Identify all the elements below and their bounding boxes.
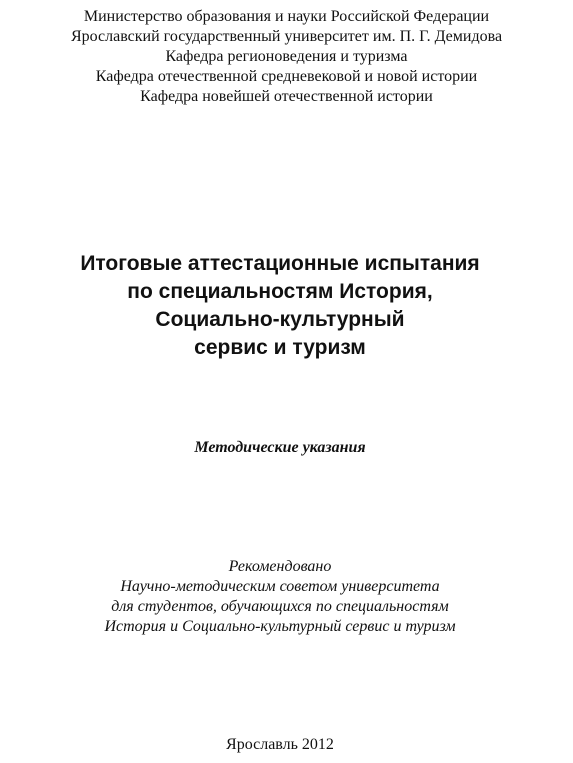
recommendation-line: Научно-методическим советом университета [120, 578, 440, 595]
department-line: Кафедра регионоведения и туризма [165, 48, 408, 65]
university-line: Ярославский государственный университет им. П. Г. Демидова [70, 28, 503, 45]
document-title [0, 250, 560, 362]
department-line: Кафедра новейшей отечественной истории [140, 88, 433, 105]
ministry-line: Министерство образования и науки Российской Федерации [83, 8, 490, 25]
place-and-year: Ярославль 2012 [226, 736, 334, 753]
department-line: Кафедра отечественной средневековой и новой истории [95, 68, 478, 85]
title-line: сервис и туризм [194, 336, 366, 359]
title-line: по специальностям История, [127, 280, 433, 303]
recommendation-line: для студентов, обучающихся по специальностям [111, 598, 449, 615]
document-subtitle: Методические указания [194, 439, 366, 456]
institution-header [0, 7, 573, 107]
recommendation-line: Рекомендовано [228, 558, 332, 575]
title-line: Итоговые аттестационные испытания [80, 252, 480, 275]
recommendation-line: История и Социально-культурный сервис и туризм [104, 618, 456, 635]
recommendation-block [0, 557, 560, 637]
title-line: Социально-культурный [155, 308, 405, 331]
